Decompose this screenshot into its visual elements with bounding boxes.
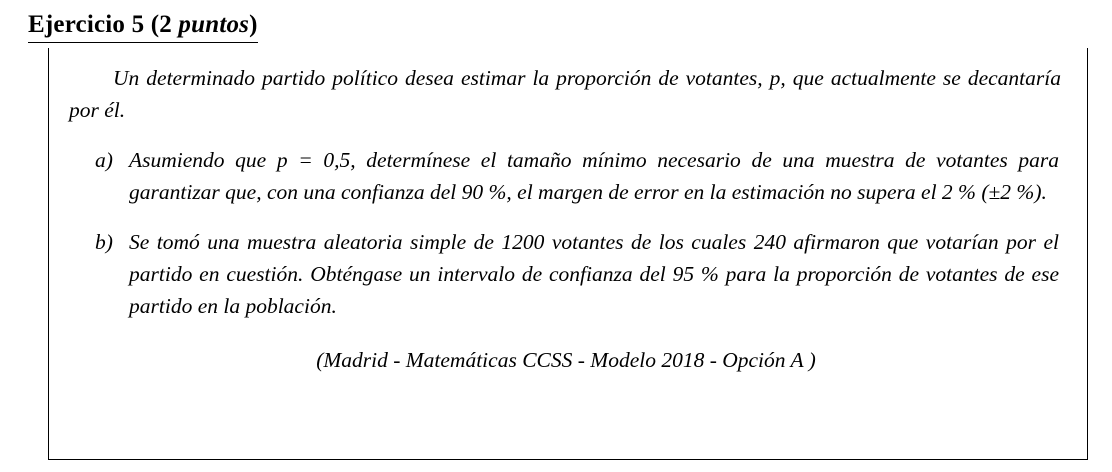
- page-title: [28, 10, 258, 43]
- item-label-b: b): [95, 230, 113, 254]
- item-label-a: a): [95, 148, 113, 172]
- exercise-title-points: puntos: [178, 11, 250, 38]
- exercise-items-list: [63, 144, 1069, 322]
- exercise-body-frame: [48, 48, 1088, 460]
- exercise-title-main: Ejercicio 5 (2: [28, 11, 179, 38]
- exercise-title-close: ): [249, 11, 258, 38]
- list-item: [95, 226, 1059, 322]
- item-text-a: Asumiendo que p = 0,5, determínese el tamaño mínimo necesario de una muestra de votantes para garantizar que, con una confianza del 90 %, el margen de error en la estimación no supera el 2 % (±2 %).: [129, 148, 1059, 204]
- exercise-intro-paragraph: Un determinado partido político desea estimar la proporción de votantes, p, que actualmente se decantaría por él.: [69, 66, 1061, 122]
- item-text-b: Se tomó una muestra aleatoria simple de 1200 votantes de los cuales 240 afirmaron que votarían por el partido en cuestión. Obténgase un intervalo de confianza del 95 % para la proporción de votantes de ese partido en la población.: [129, 230, 1059, 318]
- exercise-source-line: (Madrid - Matemáticas CCSS - Modelo 2018 - Opción A ): [316, 348, 816, 372]
- list-item: [95, 144, 1059, 208]
- exercise-body: [49, 48, 1087, 376]
